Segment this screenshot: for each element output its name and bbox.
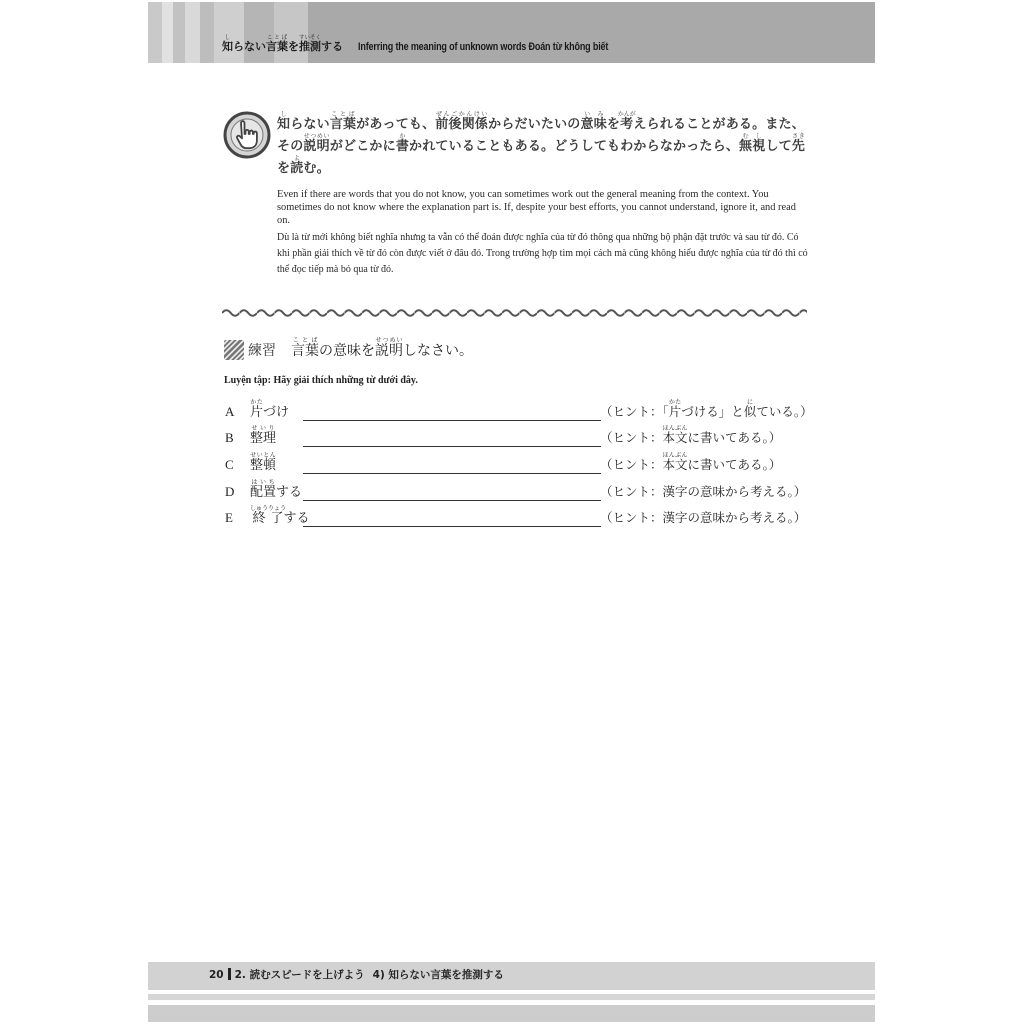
ruby-base: 先 [791,139,806,154]
text-run: づけ [263,405,290,420]
furigana: ぜんごかんけい [435,111,489,118]
text-run: して [765,139,792,154]
text-run: する [283,511,310,526]
ruby-base: 知 [277,117,291,132]
text-run: しなさい。 [403,343,473,359]
ruby-word [250,452,277,473]
text-run: する [321,40,344,53]
ruby-word [277,111,291,132]
answer-blank-line [303,420,601,421]
ruby-word [329,111,357,132]
answer-blank-line [303,446,601,447]
ruby-base: 片 [668,404,682,419]
ruby-word [303,133,330,154]
exercise-item-d [222,479,822,505]
item-letter: D [225,484,235,499]
page-number: 20 [209,969,224,981]
ruby-base: 意味 [580,117,607,132]
text-run: かれていることもある。どうしてもわからなかったら、 [409,139,740,154]
exercise-item-e [222,505,822,531]
footer-divider [228,968,231,980]
ruby-base: 言葉 [266,40,288,53]
item-word [250,505,310,532]
furigana: かた [250,399,264,406]
ruby-word [580,111,607,132]
furigana: せつめい [303,133,330,140]
item-word [250,452,276,479]
wavy-divider [222,306,807,320]
text-run: に書いてある。） [687,457,782,472]
item-hint [600,399,813,425]
ruby-base: 知 [222,40,233,53]
text-run: （ヒント：「 [600,404,669,419]
text-run: を [606,117,621,132]
text-run: を [288,40,299,53]
ruby-base: 本文 [662,457,688,472]
item-word [250,479,302,506]
text-run: がどこかに [329,139,396,154]
answer-blank-line [303,526,601,527]
item-letter: E [225,510,233,525]
text-run: を [277,161,291,176]
pointing-hand-icon [222,110,272,160]
furigana: せいとん [250,452,277,459]
text-run: らない [290,117,330,132]
ruby-base: 前後関係 [435,117,489,132]
ruby-base: 配置 [250,485,277,500]
item-hint [600,452,781,478]
ruby-base: 無視 [739,139,766,154]
ruby-word [375,337,403,359]
ruby-word [250,425,277,446]
furigana: し [222,35,233,41]
ruby-base: 言葉 [291,343,319,359]
text-run: ている。） [756,404,813,419]
ruby-base: 書 [395,139,410,154]
ruby-word [662,425,688,445]
practice-icon [224,340,244,360]
furigana: すいそく [299,35,322,41]
ruby-base: 説明 [303,139,330,154]
ruby-word [250,479,277,500]
ruby-word [299,35,322,53]
furigana: せつめい [375,337,403,344]
header-title-jp [222,35,344,53]
item-word [250,425,276,452]
intro-jp-line-3 [277,155,330,177]
header-title [222,33,663,57]
ruby-word [662,452,688,472]
text-run: に書いてある。） [687,430,782,445]
furigana: ほんぶん [662,425,688,432]
ruby-word [791,133,806,154]
text-run: （ヒント：漢字の意味から考える。） [600,510,807,525]
furigana: ほんぶん [662,452,688,459]
furigana: ことば [291,337,319,344]
ruby-word [617,111,636,132]
furigana: はいち [250,479,277,486]
furigana: に [743,399,757,406]
ruby-word [266,35,288,53]
furigana: かんが [617,111,636,118]
ruby-base: 本文 [662,430,688,445]
footer-section: 4) 知らない言葉を推測する [372,969,504,981]
furigana: し [277,111,291,118]
furigana: さき [791,133,806,140]
text-run: らない [233,40,266,53]
item-hint [600,505,806,531]
ruby-word [250,505,287,526]
ruby-base: 片 [250,405,264,420]
text-run: があっても、 [356,117,436,132]
footer-chapter: 2. 読むスピードを上げよう [234,969,365,981]
item-word [250,399,289,426]
ruby-word [435,111,489,132]
intro-english: Even if there are words that you do not know, you can sometimes work out the general meaning from the context. You sometimes do not know where the explanation part is. If, despite your best efforts, you cannot understand, ignore it, and read on. [277,189,796,226]
ruby-word [739,133,766,154]
furigana: いみ [580,111,607,118]
furigana: せいり [250,425,277,432]
text-run: （ヒント： [600,430,663,445]
text-run: えられることがある。また、 [633,117,805,132]
ruby-base: 推測 [299,40,322,53]
furigana: ことば [329,111,357,118]
item-hint [600,425,781,451]
ruby-word [395,133,410,154]
exercise-instruction [291,337,473,363]
ruby-word [668,399,682,419]
exercise-item-c [222,452,822,478]
ruby-word [290,155,304,176]
ruby-base: 考 [617,117,636,132]
ruby-word [291,337,319,359]
text-run: （ヒント： [600,457,663,472]
ruby-base: 説明 [375,343,403,359]
item-hint [600,479,806,505]
answer-blank-line [303,473,601,474]
exercise-label: 練習 [248,343,276,359]
item-letter: B [225,430,234,445]
furigana: しゅうりょう [250,505,287,512]
ruby-base: 整理 [250,431,277,446]
text-run: づける」と [681,404,744,419]
text-run: む。 [303,161,330,176]
ruby-word [250,399,264,420]
item-letter: A [225,404,235,419]
ruby-base: 終了 [250,511,287,526]
furigana: むし [739,133,766,140]
header-title-en: Inferring the meaning of unknown words Đoán từ không biết [358,41,609,53]
exercise-instruction-vietnamese: Luyện tập: Hãy giải thích những từ dưới đây. [224,375,418,386]
footer [209,967,504,983]
ruby-word [222,35,233,53]
text-run: する [276,485,303,500]
item-letter: C [225,457,234,472]
intro-jp-line-2 [277,133,805,155]
ruby-base: 読 [290,161,304,176]
ruby-base: 整頓 [250,458,277,473]
ruby-word [743,399,757,419]
text-run: （ヒント：漢字の意味から考える。） [600,484,807,499]
furigana: かた [668,399,682,406]
text-run: の意味を [319,343,375,359]
intro-vietnamese: Dù là từ mới không biết nghĩa nhưng ta vẫn có thể đoán được nghĩa của từ đó thông qua những bộ phận đặt trước và sau từ đó. Có khi phần giải thích về từ đó còn được viết ở đâu đó. Trong trường hợp tìm mọi cách mà cũng không hiểu được nghĩa của từ đó thì có thể đọc tiếp mà bỏ qua từ đó. [277,232,808,275]
ruby-base: 言葉 [329,117,357,132]
text-run: からだいたいの [488,117,581,132]
intro-jp-line-1 [277,111,805,133]
answer-blank-line [303,500,601,501]
text-run: その [277,139,304,154]
exercise-item-b [222,425,822,451]
exercise-item-a [222,399,822,425]
furigana: か [395,133,410,140]
furigana: ことば [266,35,288,41]
ruby-base: 似 [743,404,757,419]
furigana: よ [290,155,304,162]
